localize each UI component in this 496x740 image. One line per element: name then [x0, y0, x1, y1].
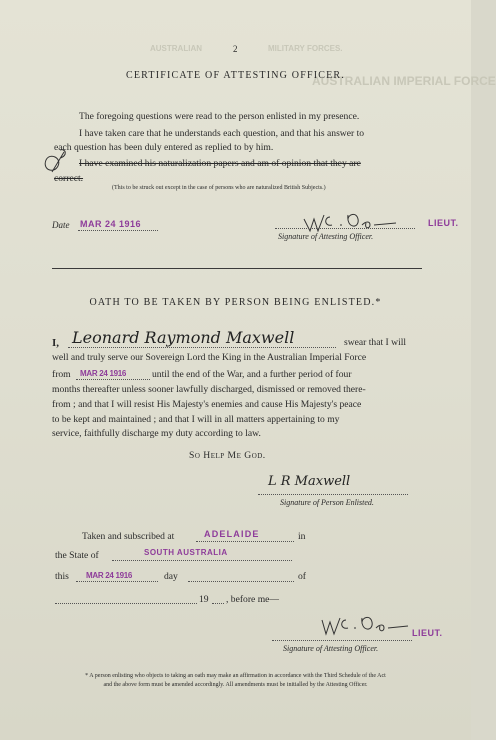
day-label: day [164, 571, 178, 582]
name-line [68, 347, 336, 348]
oath-line-5: from ; and that I will resist His Majesty's enemies and cause His Majesty's peace [52, 399, 362, 410]
background-text-center: MILITARY FORCES. [268, 44, 343, 53]
place-stamp: ADELAIDE [204, 529, 260, 539]
rank-stamp-1: LIEUT. [428, 218, 459, 228]
certificate-line-5-struck: correct. [54, 173, 84, 184]
section-divider [52, 268, 422, 269]
oath-closing: So Help Me God. [189, 450, 266, 461]
day-line [76, 581, 158, 582]
place-line [196, 541, 294, 542]
background-text-left: AUSTRALIAN [150, 44, 202, 53]
month-line [188, 581, 294, 582]
attesting-officer-signature [300, 205, 410, 235]
year-line [55, 603, 197, 604]
oath-i: I, [52, 337, 60, 349]
oath-line-3-tail: until the end of the War, and a further period of four [152, 369, 352, 380]
certificate-line-1: The foregoing questions were read to the person enlisted in my presence. [79, 111, 360, 122]
attesting-officer-signature-2 [318, 610, 418, 640]
enlistee-signature: L R Maxwell [268, 474, 351, 489]
certificate-heading: CERTIFICATE OF ATTESTING OFFICER. [125, 70, 345, 81]
state-line [112, 560, 292, 561]
margin-initials-mark [40, 142, 70, 182]
signature-line-2 [272, 640, 412, 641]
year-prefix: 19 [199, 594, 209, 605]
oath-line-1-tail: swear that I will [344, 337, 407, 348]
oath-heading: OATH TO BE TAKEN BY PERSON BEING ENLISTED.* [89, 297, 382, 308]
date-label: Date [52, 220, 70, 230]
page-number: 2 [233, 44, 238, 54]
in-label: in [298, 531, 306, 542]
date-line [78, 230, 158, 231]
attesting-signature-label-1: Signature of Attesting Officer. [278, 232, 374, 241]
certificate-line-4-struck: I have examined his naturalization papers and am of opinion that they are [79, 158, 361, 169]
signature-line-1 [275, 228, 415, 229]
state-label: the State of [55, 550, 99, 561]
rank-stamp-2: LIEUT. [412, 628, 443, 638]
oath-line-6: to be kept and maintained ; and that I will in all matters appertaining to my [52, 414, 340, 425]
from-date-line [76, 379, 150, 380]
footnote-line-1: * A person enlisting who objects to taking an oath may make an affirmation in accordance with the Third Schedule of the Act [85, 673, 386, 679]
this-label: this [55, 571, 69, 582]
oath-line-4: months thereafter unless sooner lawfully discharged, dismissed or removed there- [52, 384, 366, 395]
day-stamp: MAR 24 1916 [86, 571, 133, 580]
oath-line-2: well and truly serve our Sovereign Lord the King in the Australian Imperial Force [52, 352, 367, 363]
oath-line-7: service, faithfully discharge my duty according to law. [52, 428, 261, 439]
from-date-stamp: MAR 24 1916 [80, 369, 127, 378]
enlistee-signature-label: Signature of Person Enlisted. [280, 498, 374, 507]
attesting-signature-label-2: Signature of Attesting Officer. [283, 644, 379, 653]
of-label: of [298, 571, 306, 582]
certificate-line-2: I have taken care that he understands each question, and that his answer to [79, 128, 365, 139]
strike-out-note: (This to be struck out except in the case of persons who are naturalized British Subjects.) [112, 185, 326, 191]
enlistee-name-handwritten: Leonard Raymond Maxwell [72, 328, 295, 347]
from-label: from [52, 369, 71, 380]
footnote-line-2: and the above form must be amended accordingly. All amendments must be initialled by the Attesting Officer. [103, 682, 368, 688]
certificate-line-3: each question has been duly entered as replied to by him. [54, 142, 274, 153]
state-stamp: SOUTH AUSTRALIA [144, 548, 228, 557]
date-stamp: MAR 24 1916 [80, 219, 142, 229]
background-text-line2: AUSTRALIAN IMPERIAL FORCE [312, 74, 496, 88]
taken-subscribed-label: Taken and subscribed at [82, 531, 175, 542]
before-me-label: , before me— [226, 594, 280, 605]
year-suffix-line [212, 603, 224, 604]
enlistee-signature-line [258, 494, 408, 495]
